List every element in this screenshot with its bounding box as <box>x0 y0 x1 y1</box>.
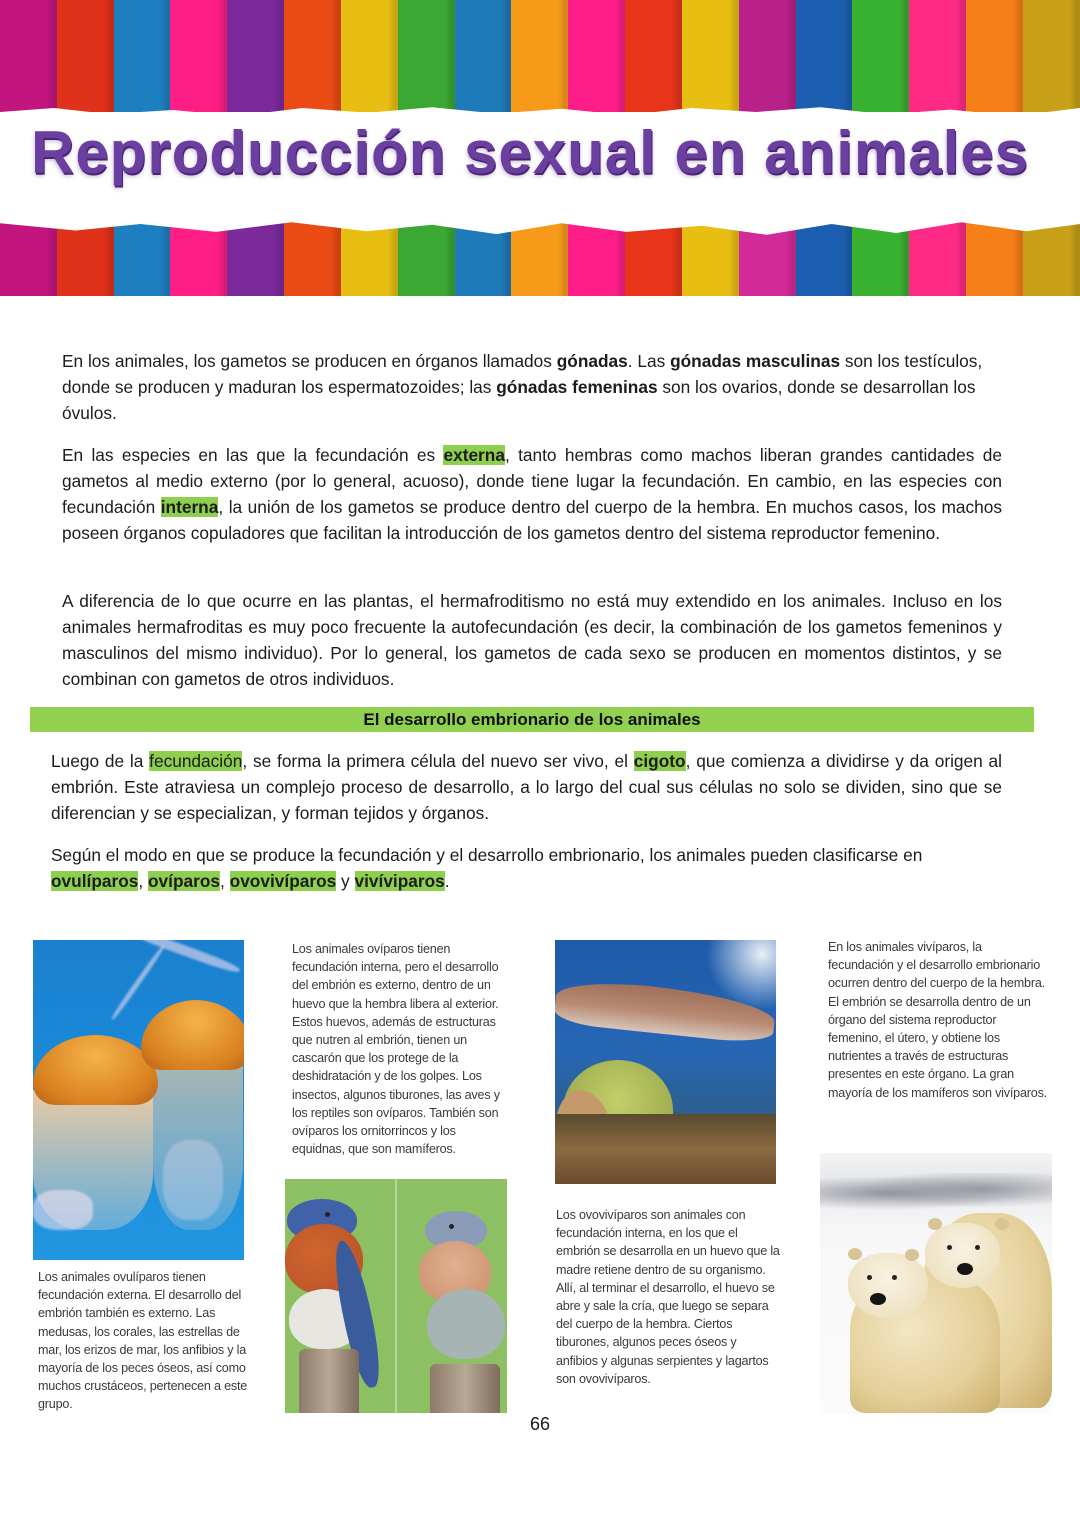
wood-stripe <box>909 0 966 112</box>
wood-stripe <box>796 0 853 112</box>
wood-stripe <box>0 0 57 112</box>
highlight-interna: interna <box>160 497 219 517</box>
wood-stripe <box>966 0 1023 112</box>
colored-wood-stripes-top <box>0 0 1080 112</box>
separator: , <box>220 871 230 891</box>
highlight-ovoviviparos: ovovivíparos <box>229 871 337 891</box>
jellyfish-photo <box>33 940 244 1260</box>
wood-stripe <box>511 0 568 112</box>
term-gonadas: gónadas <box>556 351 628 371</box>
text: , la unión de los gametos se produce dentro del cuerpo de la hembra. En muchos casos, los machos poseen órganos copuladores que facilitan la introducción de los gametos dentro del sistema reproductor femenino. <box>62 497 1002 543</box>
term-gonadas-masculinas: gónadas masculinas <box>670 351 841 371</box>
wood-stripe <box>852 0 909 112</box>
wood-stripe <box>227 0 284 112</box>
separator: . <box>444 871 450 891</box>
text: , tanto hembras como machos liberan grandes cantidades de gametos al medio externo (por lo general, acuoso), donde tiene lugar la fecundación. En cambio, en las especies con fecundación <box>62 445 1002 517</box>
caption-ovuliparos: Los animales ovulíparos tienen fecundación externa. El desarrollo del embrión también es externo. Las medusas, los corales, las estrellas de mar, los erizos de mar, los anfibios y la mayoría de los peces óseos, así como muchos crustáceos, pertenecen a este grupo. <box>38 1270 248 1412</box>
wood-stripe <box>57 0 114 112</box>
wood-stripe <box>682 0 739 112</box>
wood-stripe <box>455 0 512 112</box>
wood-stripe <box>341 0 398 112</box>
text: , se forma la primera célula del nuevo ser vivo, el <box>242 751 634 771</box>
text: son los ovarios, donde se desarrollan los óvulos. <box>62 377 976 423</box>
text: . Las <box>627 351 671 371</box>
wood-stripe <box>398 0 455 112</box>
text: Luego de la <box>51 751 150 771</box>
caption-ovoviviparos: Los ovovivíparos son animales con fecundación interna, en los que el embrión se desarrolla en un huevo que la madre retiene dentro de su organismo. Allí, al terminar el desarrollo, el huevo se abre y sale la cría, que luego se separa del cuerpo de la hembra. Ciertos tiburones, algunos peces óseos y anfibios y algunas serpientes y lagartos son ovovivíparos. <box>556 1208 780 1386</box>
intro-paragraph-fertilization <box>62 442 1002 546</box>
text: En los animales, los gametos se producen en órganos llamados <box>62 351 557 371</box>
caption-viviparos: En los animales vivíparos, la fecundación y el desarrollo embrionario ocurren dentro del cuerpo de la hembra. El embrión se desarrolla dentro de un órgano del sistema reproductor femenino, el útero, y obtiene los nutrientes a través de estructuras presentes en este órgano. La gran mayoría de los mamíferos son vivíparos. <box>828 940 1047 1100</box>
highlight-cigoto: cigoto <box>633 751 686 771</box>
page-number: 66 <box>529 1414 551 1434</box>
text: Según el modo en que se produce la fecundación y el desarrollo embrionario, los animales pueden clasificarse en <box>51 845 923 865</box>
page-title: Reproducción sexual en animales <box>30 119 1029 186</box>
intro-paragraph-gonads <box>62 348 1002 426</box>
wood-stripe <box>625 0 682 112</box>
wood-stripe <box>568 0 625 112</box>
section-paragraph-development <box>51 748 1002 826</box>
shark-reef-photo <box>555 940 776 1184</box>
title-banner <box>0 0 1080 296</box>
term-gonadas-femeninas: gónadas femeninas <box>496 377 658 397</box>
highlight-oviparos: ovíparos <box>148 871 221 891</box>
wood-stripe <box>284 0 341 112</box>
caption-oviparos: Los animales ovíparos tienen fecundación interna, pero el desarrollo del embrión es externo, dentro de un huevo que la hembra libera al exterior. Estos huevos, además de estructuras que nutren al embrión, tienen un cascarón que los protege de la deshidratación y de los golpes. Los insectos, algunos tiburones, las aves y los reptiles son ovíparos. También son ovíparos los ornitorrincos y los equidnas, que son mamíferos. <box>292 942 500 1157</box>
highlight-viviparos: vivíviparos <box>354 871 445 891</box>
text: , que comienza a dividirse y da origen al embrión. Este atraviesa un complejo proceso de desarrollo, a lo largo del cual sus células no solo se dividen, sino que se diferencian y se especializan, y forman tejidos y órganos. <box>51 751 1002 823</box>
separator: y <box>336 871 355 891</box>
text: son los testículos, donde se producen y maduran los espermatozoides; las <box>62 351 983 397</box>
section-paragraph-classification <box>51 842 1002 894</box>
text: En las especies en las que la fecundación es <box>62 445 444 465</box>
wood-stripe <box>114 0 171 112</box>
bluebirds-photo <box>285 1179 507 1413</box>
wood-stripe <box>739 0 796 112</box>
polar-bears-photo <box>820 1153 1052 1414</box>
wood-stripe <box>1023 0 1080 112</box>
highlight-ovuliparos: ovulíparos <box>51 871 139 891</box>
wood-stripe <box>170 0 227 112</box>
section-heading-bar: El desarrollo embrionario de los animales <box>30 707 1034 732</box>
highlight-fecundacion: fecundación <box>149 751 243 771</box>
intro-paragraph-hermaphroditism: A diferencia de lo que ocurre en las plantas, el hermafroditismo no está muy extendido en los animales. Incluso en los animales hermafroditas es muy poco frecuente la autofecundación (es decir, la combinación de los gametos femeninos y masculinos del mismo individuo). Por lo general, los gametos de cada sexo se producen en momentos distintos, y se combinan con gametos de otros individuos. <box>62 591 1002 689</box>
highlight-externa: externa <box>443 445 505 465</box>
separator: , <box>138 871 148 891</box>
